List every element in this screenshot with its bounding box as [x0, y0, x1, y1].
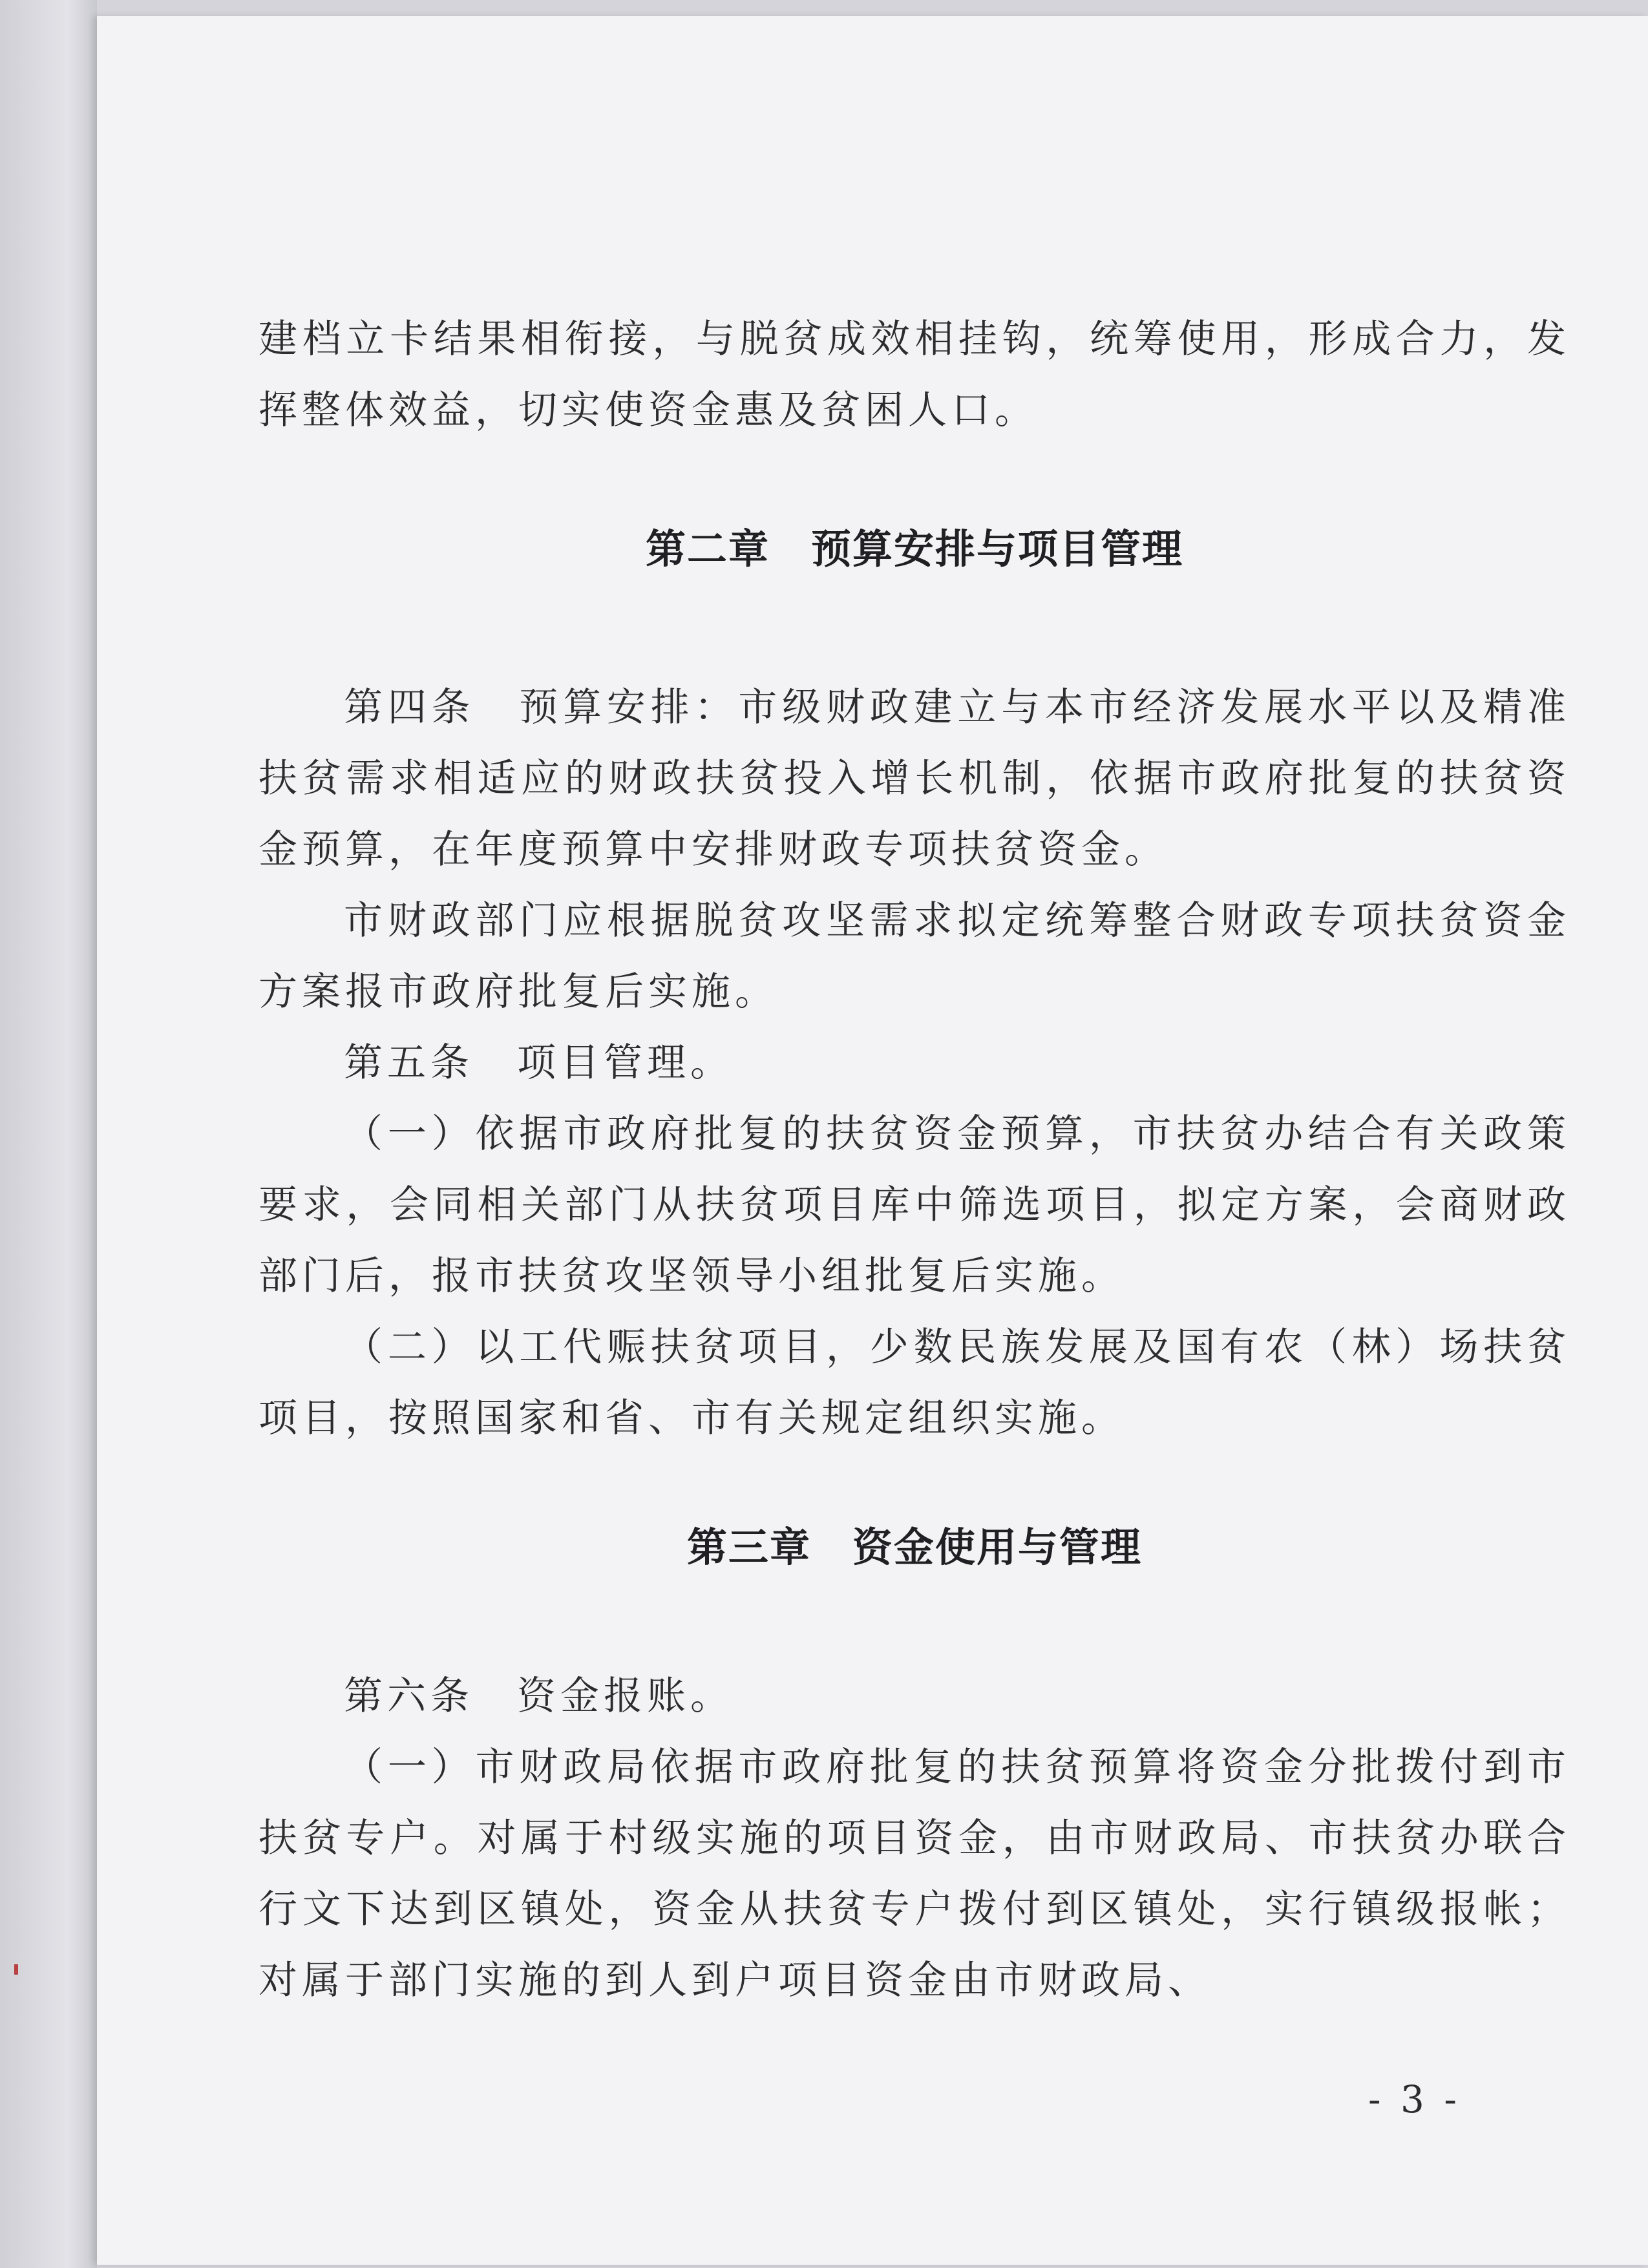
- chapter-2-number: 第二章: [645, 525, 770, 572]
- chapter-3-number: 第三章: [686, 1524, 811, 1571]
- article-4: 第四条 预算安排：市级财政建立与本市经济发展水平以及精准扶贫需求相适应的财政扶贫投入增长机制，依据市政府批复的扶贫资金预算，在年度预算中安排财政专项扶贫资金。: [259, 685, 1570, 872]
- page-number: - 3 -: [1368, 2077, 1461, 2121]
- article-5-item-2: （二）以工代赈扶贫项目，少数民族发展及国有农（林）场扶贫项目，按照国家和省、市有关规定组织实施。: [259, 1325, 1570, 1441]
- chapter-2-title: 预算安排与项目管理: [811, 525, 1184, 572]
- chapter-3-heading: [259, 1522, 1570, 1573]
- article-6: 第六条 资金报账。: [344, 1674, 734, 1719]
- article-6-item-1: （一）市财政局依据市政府批复的扶贫预算将资金分批拨付到市扶贫专户。对属于村级实施的项目资金，由市财政局、市扶贫办联合行文下达到区镇处，资金从扶贫专户拨付到区镇处，实行镇级报帐；对属于部门实施的到人到户项目资金由市财政局、: [259, 1745, 1570, 2003]
- article-5-item-1: （一）依据市政府批复的扶贫资金预算，市扶贫办结合有关政策要求，会同相关部门从扶贫项目库中筛选项目，拟定方案，会商财政部门后，报市扶贫攻坚领导小组批复后实施。: [259, 1111, 1570, 1299]
- document-page: [97, 16, 1648, 2265]
- paragraph-continuation: 建档立卡结果相衔接，与脱贫成效相挂钩，统筹使用，形成合力，发挥整体效益，切实使资金惠及贫困人口。: [259, 317, 1570, 433]
- scan-mark: [14, 1964, 18, 1975]
- article-4-paragraph-2: 市财政部门应根据脱贫攻坚需求拟定统筹整合财政专项扶贫资金方案报市政府批复后实施。: [259, 898, 1570, 1014]
- chapter-3-title: 资金使用与管理: [852, 1524, 1143, 1571]
- scan-edge: [0, 0, 97, 2268]
- article-5: 第五条 项目管理。: [344, 1040, 734, 1086]
- chapter-2-heading: [259, 523, 1570, 575]
